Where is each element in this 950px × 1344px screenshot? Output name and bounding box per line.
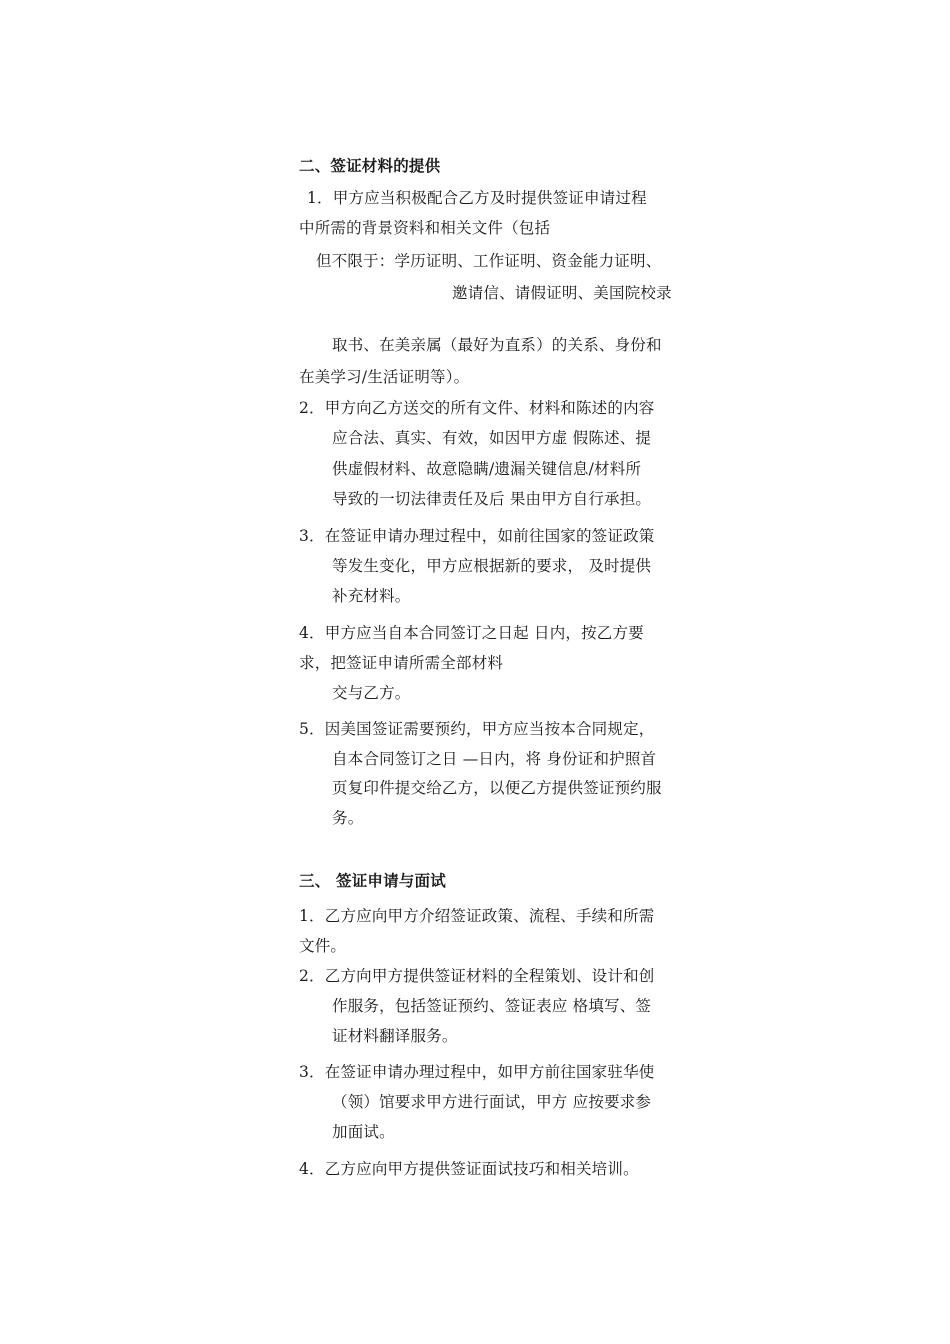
list-item-line: （领）馆要求甲方进行面试，甲方 应按要求参 xyxy=(332,1093,652,1111)
list-item-line: 作服务，包括签证预约、签证表应 格填写、签 xyxy=(332,997,652,1015)
list-item-line: 加面试。 xyxy=(332,1123,395,1141)
paragraph-line: 中所需的背景资料和相关文件（包括 xyxy=(299,219,551,237)
paragraph-line: 1．甲方应当积极配合乙方及时提供签证申请过程 xyxy=(307,189,647,207)
list-item-line: 1．乙方应向甲方介绍签证政策、流程、手续和所需 xyxy=(299,907,655,925)
list-item-line: 供虚假材料、故意隐瞒/遗漏关键信息/材料所 xyxy=(332,460,642,478)
list-item-line: 等发生变化，甲方应根据新的要求， 及时提供 xyxy=(332,557,652,575)
list-item-line: 4．甲方应当自本合同签订之日起 日内，按乙方要 xyxy=(299,624,644,642)
list-item-line: 2．甲方向乙方送交的所有文件、材料和陈述的内容 xyxy=(299,399,655,417)
list-item-line: 文件。 xyxy=(299,937,347,955)
list-item-line: 4．乙方应向甲方提供签证面试技巧和相关培训。 xyxy=(299,1160,639,1178)
list-item-line: 自本合同签订之日 —日内，将 身份证和护照首 xyxy=(332,750,657,768)
list-item-line: 补充材料。 xyxy=(332,587,411,605)
list-item-line: 3．在签证申请办理过程中，如甲方前往国家驻华使 xyxy=(299,1063,655,1081)
section-heading-2: 二、签证材料的提供 xyxy=(299,157,441,175)
paragraph-line: 取书、在美亲属（最好为直系）的关系、身份和 xyxy=(332,336,662,354)
paragraph-line: 但不限于：学历证明、工作证明、资金能力证明、 xyxy=(316,252,662,270)
list-item-line: 应合法、真实、有效，如因甲方虚 假陈述、提 xyxy=(332,429,652,447)
list-item-line: 页复印件提交给乙方，以便乙方提供签证预约服 xyxy=(332,779,662,797)
paragraph-line: 邀请信、请假证明、美国院校录 xyxy=(452,284,672,302)
list-item-line: 求，把签证申请所需全部材料 xyxy=(299,654,504,672)
list-item-line: 交与乙方。 xyxy=(332,684,411,702)
list-item-line: 2．乙方向甲方提供签证材料的全程策划、设计和创 xyxy=(299,967,655,985)
list-item-line: 导致的一切法律责任及后 果由甲方自行承担。 xyxy=(332,490,652,508)
section-heading-3: 三、 签证申请与面试 xyxy=(299,872,446,890)
list-item-line: 5．因美国签证需要预约，甲方应当按本合同规定， xyxy=(299,720,655,738)
list-item-line: 3．在签证申请办理过程中，如前往国家的签证政策 xyxy=(299,527,655,545)
list-item-line: 证材料翻译服务。 xyxy=(332,1027,458,1045)
paragraph-line: 在美学习/生活证明等）。 xyxy=(299,368,470,386)
list-item-line: 务。 xyxy=(332,809,364,827)
